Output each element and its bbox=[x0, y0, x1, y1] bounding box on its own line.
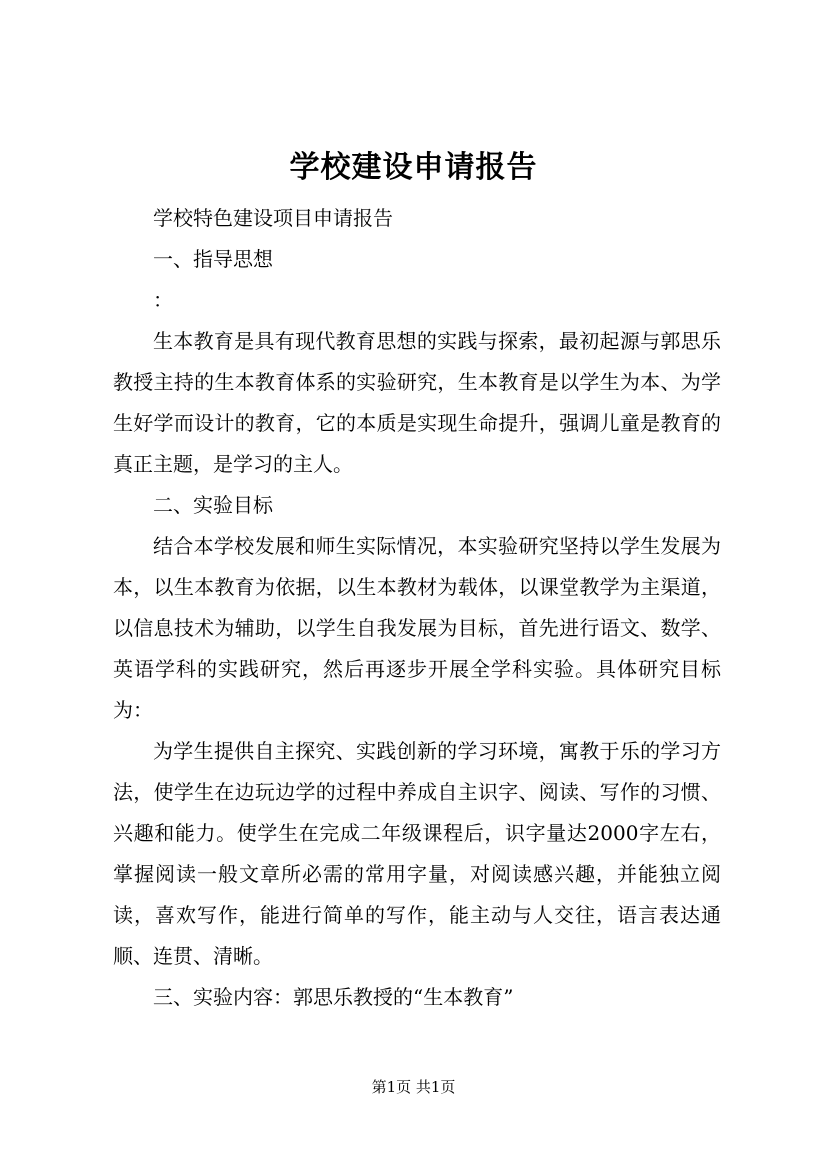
paragraph-colon: ： bbox=[153, 288, 173, 312]
paragraph-body-3: 为学生提供自主探究、实践创新的学习环境，寓教于乐的学习方法，使学生在边玩边学的过程中养成自主识字、阅读、写作的习惯、兴趣和能力。使学生在完成二年级课程后，识字量达2000字左右，掌握阅读一般文章所必需的常用字量，对阅读感兴趣，并能独立阅读，喜欢写作，能进行简单的写作，能主动与人交往，语言表达通顺、连贯、清晰。 bbox=[113, 739, 721, 968]
document-body bbox=[113, 198, 721, 1018]
page-footer: 第1页 共1页 bbox=[371, 1078, 456, 1096]
paragraph-body-2: 结合本学校发展和师生实际情况，本实验研究坚持以学生发展为本，以生本教育为依据，以生本教材为载体，以课堂教学为主渠道，以信息技术为辅助，以学生自我发展为目标，首先进行语文、数学、英语学科的实践研究，然后再逐步开展全学科实验。具体研究目标为： bbox=[113, 534, 721, 722]
paragraph-body-1: 生本教育是具有现代教育思想的实践与探索，最初起源与郭思乐教授主持的生本教育体系的实验研究，生本教育是以学生为本、为学生好学而设计的教育，它的本质是实现生命提升，强调儿童是教育的真正主题，是学习的主人。 bbox=[113, 329, 721, 476]
paragraph-heading-2: 二、实验目标 bbox=[153, 493, 273, 517]
paragraph-subtitle: 学校特色建设项目申请报告 bbox=[153, 206, 393, 230]
paragraph-heading-3: 三、实验内容：郭思乐教授的“生本教育” bbox=[153, 985, 514, 1009]
document-title: 学校建设申请报告 bbox=[289, 150, 538, 185]
paragraph-heading-1: 一、指导思想 bbox=[153, 247, 273, 271]
